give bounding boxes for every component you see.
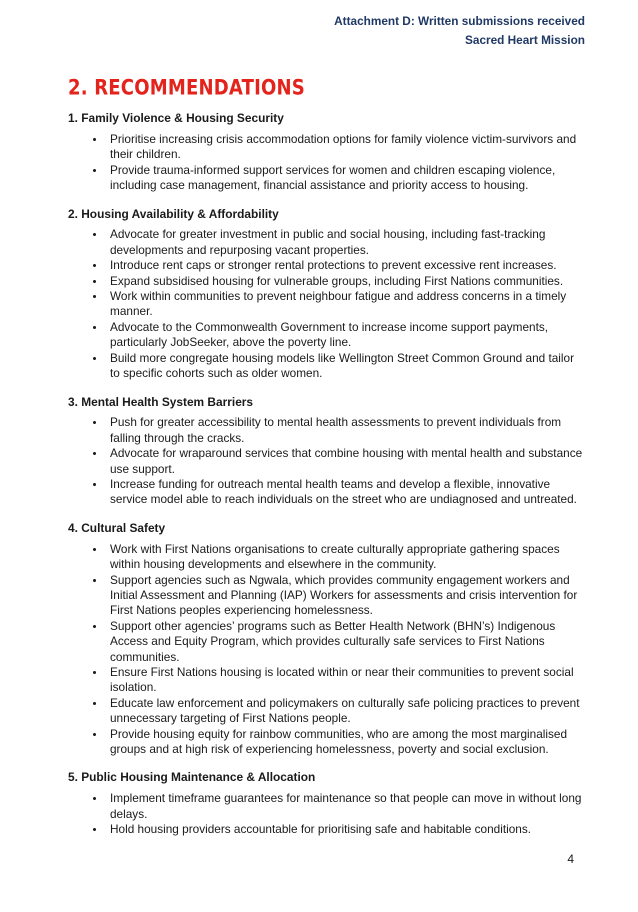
bullet-item: • Implement timeframe guarantees for maintenance so that people can move in without long delays. [106,791,585,822]
bullet-item: • Work with First Nations organisations to create culturally appropriate gathering spaces within housing developments and elsewhere in the community. [106,542,585,573]
bullet-item: • Advocate for greater investment in public and social housing, including fast-tracking developments and repurposing vacant properties. [106,227,585,258]
section-cultural-safety [68,521,585,758]
bullet-item: • Increase funding for outreach mental health teams and develop a flexible, innovative service model able to reach individuals on the street who are undiagnosed and untreated. [106,477,585,508]
bullet-item: • Advocate to the Commonwealth Government to increase income support payments, particularly JobSeeker, above the poverty line. [106,320,585,351]
bullet-item: • Advocate for wraparound services that combine housing with mental health and substance use support. [106,446,585,477]
section-housing-availability-affordability [68,207,585,382]
bullet-list [68,132,585,194]
bullet-item: • Support agencies such as Ngwala, which provides community engagement workers and Initial Assessment and Planning (IAP) Workers for assessments and crisis intervention for First Nations peoples experiencing homelessness. [106,573,585,619]
bullet-item: • Build more congregate housing models like Wellington Street Common Ground and tailor to specific cohorts such as older women. [106,351,585,382]
bullet-item: • Push for greater accessibility to mental health assessments to prevent individuals from falling through the cracks. [106,415,585,446]
bullet-item: • Expand subsidised housing for vulnerable groups, including First Nations communities. [106,274,585,289]
bullet-item: • Introduce rent caps or stronger rental protections to prevent excessive rent increases. [106,258,585,273]
bullet-item: • Work within communities to prevent neighbour fatigue and address concerns in a timely manner. [106,289,585,320]
bullet-item: • Hold housing providers accountable for prioritising safe and habitable conditions. [106,822,585,837]
bullet-item: • Educate law enforcement and policymakers on culturally safe policing practices to prevent unnecessary targeting of First Nations people. [106,696,585,727]
section-public-housing-maintenance-allocation [68,770,585,837]
document-header [68,12,585,50]
section-family-violence-housing-security [68,111,585,194]
bullet-list [68,415,585,507]
bullet-item: • Support other agencies’ programs such as Better Health Network (BHN’s) Indigenous Access and Equity Program, which provides culturally safe services to First Nations communities. [106,619,585,665]
section-heading: 1. Family Violence & Housing Security [68,111,284,125]
page-number: 4 [567,852,574,866]
bullet-list [68,227,585,381]
bullet-item: • Ensure First Nations housing is located within or near their communities to prevent social isolation. [106,665,585,696]
section-heading: 4. Cultural Safety [68,520,166,535]
section-heading: 3. Mental Health System Barriers [68,394,254,409]
bullet-list [68,791,585,837]
recommendations-title: 2. RECOMMENDATIONS [68,74,305,100]
section-heading: 5. Public Housing Maintenance & Allocation [68,770,316,785]
bullet-item: • Prioritise increasing crisis accommodation options for family violence victim-survivors and their children. [106,132,585,163]
bullet-item: • Provide housing equity for rainbow communities, who are among the most marginalised groups and at high risk of experiencing homelessness, poverty and social exclusion. [106,727,585,758]
bullet-list [68,542,585,758]
section-mental-health-system-barriers [68,395,585,508]
section-heading: 2. Housing Availability & Affordability [68,206,279,221]
bullet-item: • Provide trauma-informed support services for women and children escaping violence, including case management, financial assistance and priority access to housing. [106,163,585,194]
header-attachment-line: Attachment D: Written submissions received [334,14,585,28]
header-organisation-line: Sacred Heart Mission [465,33,585,47]
